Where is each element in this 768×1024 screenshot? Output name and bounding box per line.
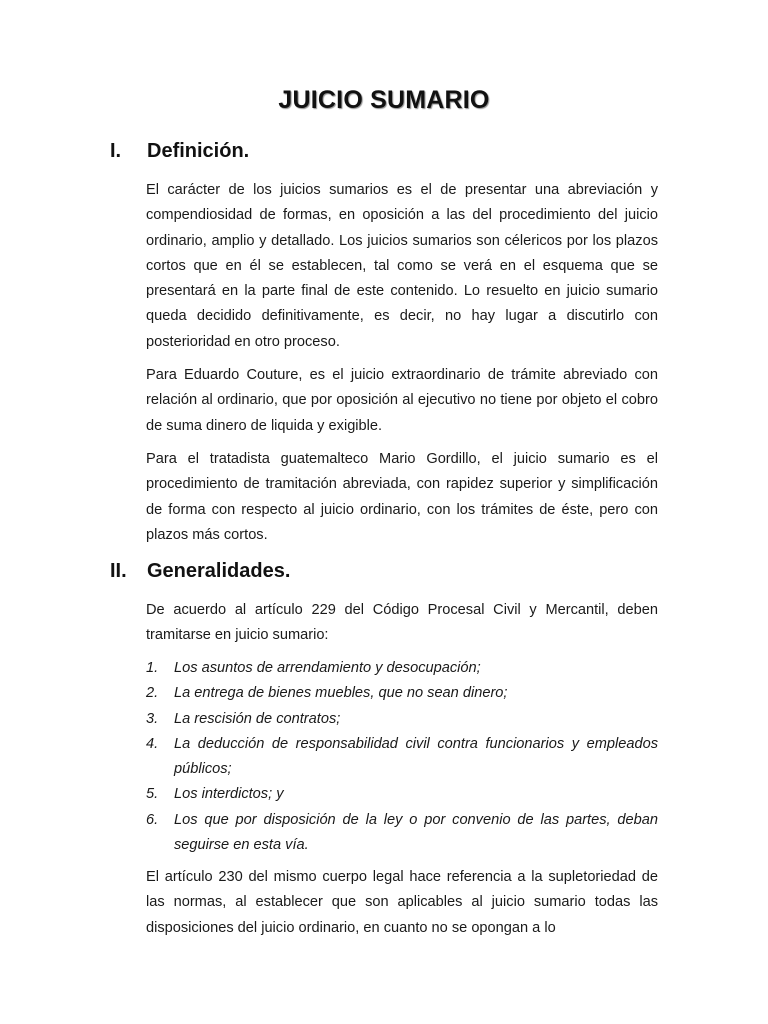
- list-item-number: 2.: [146, 685, 159, 702]
- list-item: [146, 808, 658, 859]
- list-item-number: 1.: [146, 660, 159, 676]
- list-item-number: 3.: [146, 710, 159, 727]
- section-heading-definicion: [110, 140, 249, 163]
- list-item-text: Los interdictos; y: [174, 786, 284, 803]
- list-item-text: La rescisión de contratos;: [174, 710, 341, 727]
- section-title: Definición.: [147, 140, 250, 162]
- list-item-text: La entrega de bienes muebles, que no sean dinero;: [174, 685, 508, 702]
- list-item: [146, 707, 658, 732]
- paragraph-generalidades-closing: El artículo 230 del mismo cuerpo legal hace referencia a la supletoriedad de las normas, al establecer que son aplicables al juicio sumario todas las disposiciones del juicio ordinario, en cuanto no se opongan a lo: [146, 869, 658, 936]
- paragraph-definicion-2: Para Eduardo Couture, es el juicio extraordinario de trámite abreviado con relación al ordinario, que por oposición al ejecutivo no tiene por objeto el cobro de suma dinero de liquida y exigible.: [146, 367, 658, 434]
- list-item: [146, 656, 658, 681]
- page-title: JUICIO SUMARIO: [278, 86, 490, 114]
- section-number: II.: [110, 560, 127, 582]
- section-title: Generalidades.: [147, 560, 291, 582]
- list-item: [146, 681, 658, 706]
- list-item-text: Los asuntos de arrendamiento y desocupación;: [174, 660, 481, 676]
- section-heading-generalidades: [110, 560, 290, 583]
- juicio-sumario-list: [146, 656, 658, 858]
- list-item: [146, 782, 658, 807]
- paragraph-generalidades-intro: De acuerdo al artículo 229 del Código Procesal Civil y Mercantil, deben tramitarse en juicio sumario:: [146, 602, 658, 644]
- list-item-text: La deducción de responsabilidad civil contra funcionarios y empleados públicos;: [174, 735, 658, 778]
- paragraph-definicion-3: Para el tratadista guatemalteco Mario Gordillo, el juicio sumario es el procedimiento de tramitación abreviada, con rapidez superior y simplificación de forma con respecto al juicio ordinario, con los trámites de éste, pero con plazos más cortos.: [146, 451, 658, 543]
- list-item: [146, 732, 658, 783]
- list-item-text: Los que por disposición de la ley o por convenio de las partes, deban seguirse en esta vía.: [174, 811, 658, 854]
- list-item-number: 4.: [146, 735, 159, 752]
- list-item-number: 5.: [146, 786, 159, 803]
- paragraph-definicion-1: El carácter de los juicios sumarios es el de presentar una abreviación y compendiosidad de formas, en oposición a las del procedimiento del juicio ordinario, amplio y detallado. Los juicios sumarios son célericos por los plazos cortos que en él se establecen, tal como se verá en el esquema que se presentará en la parte final de este contenido. Lo resuelto en juicio sumario queda decidido definitivamente, es decir, no hay lugar a discutirlo con posterioridad en otro proceso.: [146, 182, 658, 350]
- list-item-number: 6.: [146, 811, 159, 828]
- section-number: I.: [110, 140, 122, 162]
